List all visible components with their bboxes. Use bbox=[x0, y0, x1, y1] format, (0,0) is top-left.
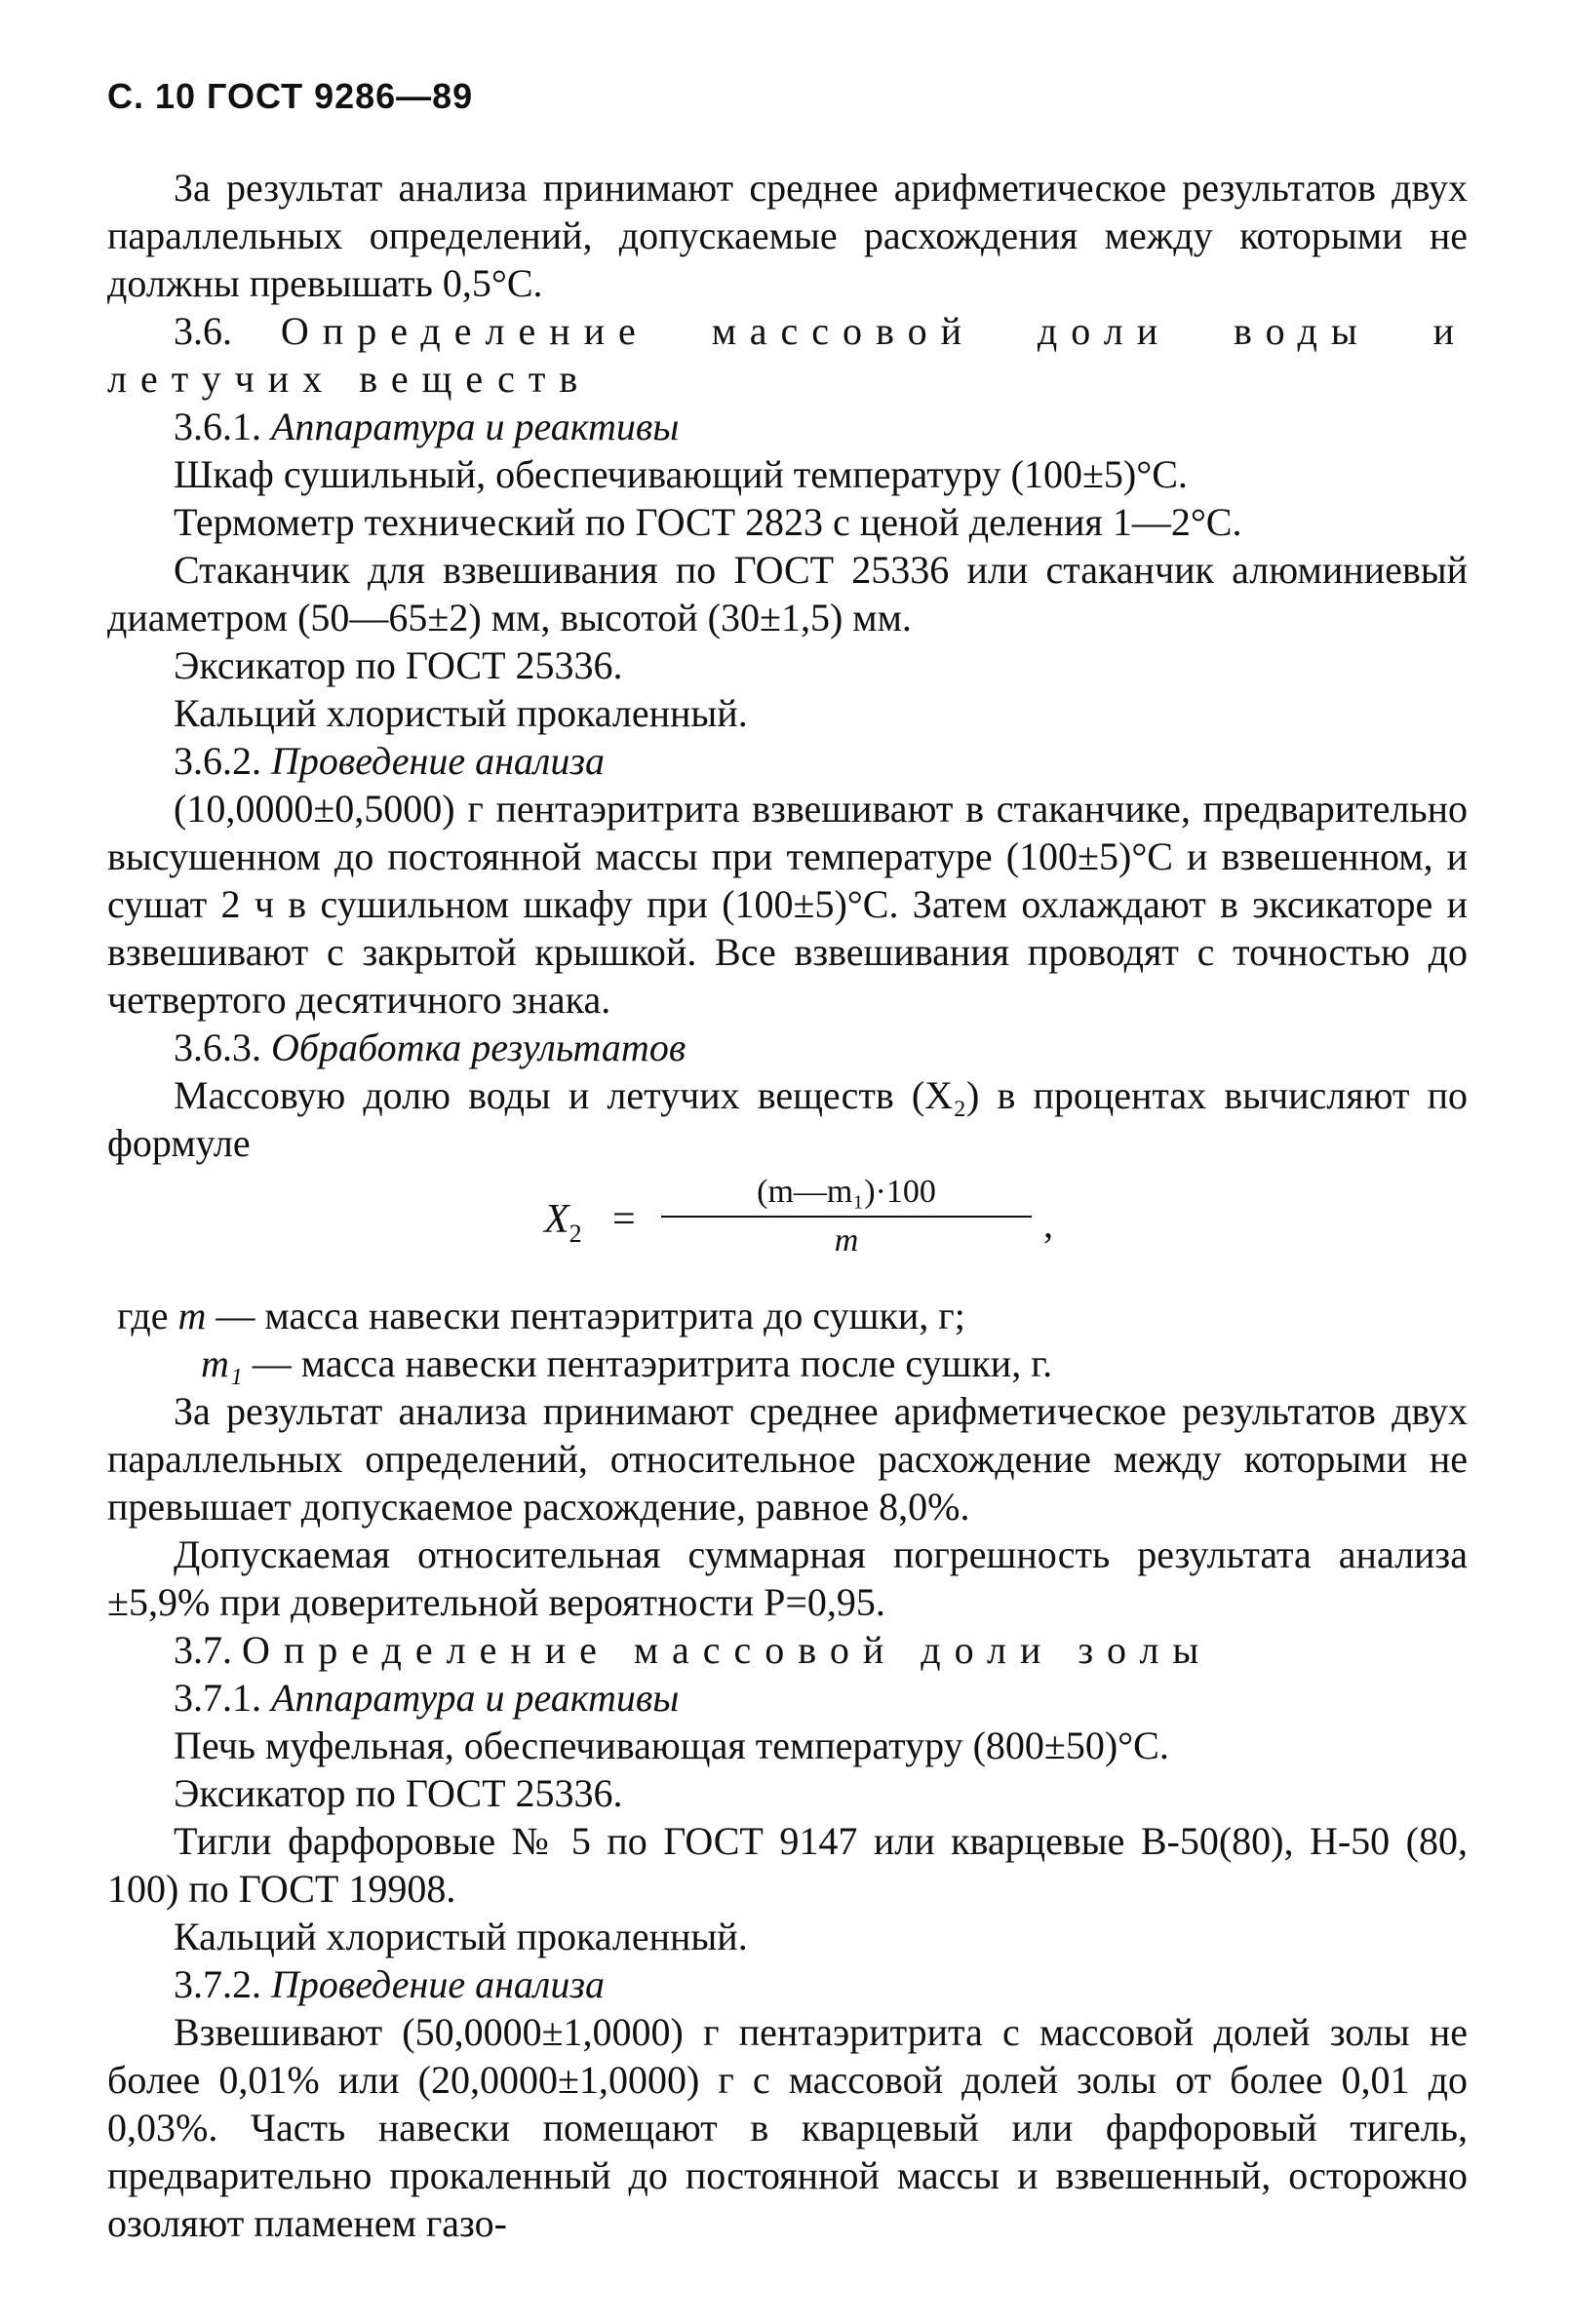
subsection-number: 3.7.1. bbox=[174, 1676, 271, 1720]
paragraph-error: Допускаемая относительная суммарная погрешность результата анализа ±5,9% при доверительной вероятности P=0,95. bbox=[107, 1532, 1468, 1624]
subsection-heading-3-7-2 bbox=[107, 1960, 1468, 2008]
subsection-number: 3.6.2. bbox=[174, 739, 271, 783]
paragraph-calcium-chloride-1: Кальций хлористый прокаленный. bbox=[174, 691, 748, 735]
document-body bbox=[107, 164, 1468, 2247]
definition-prefix: где bbox=[117, 1294, 178, 1337]
paragraph-calcium-chloride-2: Кальций хлористый прокаленный. bbox=[174, 1915, 748, 1958]
section-title: Определение массовой доли воды и летучих веществ bbox=[107, 309, 1469, 401]
formula-equals: = bbox=[612, 1197, 636, 1242]
paragraph-desiccator-1: Эксикатор по ГОСТ 25336. bbox=[174, 643, 623, 687]
subsection-title: Обработка результатов bbox=[271, 1026, 686, 1069]
subsection-title: Проведение анализа bbox=[271, 739, 605, 783]
subsection-heading-3-6-3 bbox=[107, 1024, 1468, 1071]
formula-denominator: m bbox=[834, 1222, 859, 1259]
subsection-heading-3-6-2 bbox=[107, 737, 1468, 785]
paragraph-procedure-2: Взвешивают (50,0000±1,0000) г пентаэритрита с массовой долей золы не более 0,01% или (20,0000±1,0000) г с массовой долей золы от более 0,01 до 0,03%. Часть навески помещают в кварцевый или фарфоровый тигель, предварительно прокаленный до постоянной массы и взвешенный, осторожно озоляют пламенем газо- bbox=[107, 2010, 1468, 2245]
formula-lhs bbox=[544, 1196, 582, 1248]
section-number: 3.6. bbox=[174, 309, 281, 353]
subsection-heading-3-6-1 bbox=[107, 403, 1468, 450]
formula-x2 bbox=[107, 1171, 1468, 1292]
subsection-heading-3-7-1 bbox=[107, 1674, 1468, 1722]
paragraph-thermometer: Термометр технический по ГОСТ 2823 с ценой деления 1—2°С. bbox=[174, 500, 1242, 544]
paragraph-result-2: За результат анализа принимают среднее арифметическое результатов двух параллельных определений, относительное расхождение между которыми не превышает допускаемое расхождение, равное 8,0%. bbox=[107, 1389, 1468, 1529]
formula-numerator: (m—m₁)·100 bbox=[757, 1174, 936, 1210]
section-heading-3-6 bbox=[107, 307, 1468, 403]
subsection-title: Аппаратура и реактивы bbox=[271, 1676, 680, 1720]
definition-m bbox=[107, 1292, 1468, 1339]
definition-m1 bbox=[107, 1339, 1468, 1387]
paragraph-procedure-1: (10,0000±0,5000) г пентаэритрита взвешивают в стаканчике, предварительно высушенном до постоянной массы при температуре (100±5)°С и взвешенном, и сушат 2 ч в сушильном шкафу при (100±5)°С. Затем охлаждают в эксикаторе и взвешивают с закрытой крышкой. Все взвешивания проводят с точностью до четвертого десятичного знака. bbox=[107, 787, 1468, 1022]
subsection-number: 3.7.2. bbox=[174, 1962, 271, 2006]
formula-fraction bbox=[661, 1171, 1032, 1262]
paragraph-desiccator-2: Эксикатор по ГОСТ 25336. bbox=[174, 1771, 623, 1815]
subsection-number: 3.6.1. bbox=[174, 405, 271, 448]
paragraph-drying-oven: Шкаф сушильный, обеспечивающий температуру (100±5)°С. bbox=[174, 452, 1188, 496]
formula-fraction-bar bbox=[661, 1216, 1032, 1218]
formula-trailing-comma: , bbox=[1043, 1202, 1053, 1246]
subsection-title: Проведение анализа bbox=[271, 1962, 605, 2006]
section-heading-3-7 bbox=[107, 1626, 1468, 1674]
paragraph-muffle-furnace: Печь муфельная, обеспечивающая температуру (800±50)°С. bbox=[174, 1724, 1169, 1767]
paragraph-weighing-cup: Стаканчик для взвешивания по ГОСТ 25336 или стаканчик алюминиевый диаметром (50—65±2) мм, высотой (30±1,5) мм. bbox=[107, 548, 1468, 639]
formula-lhs-var: X bbox=[544, 1197, 569, 1242]
page-header: С. 10 ГОСТ 9286—89 bbox=[107, 76, 474, 116]
section-title: Определение массовой доли золы bbox=[242, 1628, 1213, 1672]
definition-text: — масса навески пентаэритрита до сушки, г; bbox=[206, 1294, 965, 1337]
definition-text: — масса навески пентаэритрита после сушки, г. bbox=[242, 1341, 1053, 1385]
paragraph-formula-intro: Массовую долю воды и летучих веществ (X₂) в процентах вычисляют по формуле bbox=[107, 1073, 1468, 1165]
paragraph-crucibles: Тигли фарфоровые № 5 по ГОСТ 9147 или кварцевые В-50(80), Н-50 (80, 100) по ГОСТ 19908. bbox=[107, 1819, 1468, 1911]
formula-lhs-subscript: 2 bbox=[569, 1220, 582, 1248]
paragraph-result-1: За результат анализа принимают среднее арифметическое результатов двух параллельных определений, допускаемые расхождения между которыми не должны превышать 0,5°С. bbox=[107, 166, 1468, 305]
subsection-number: 3.6.3. bbox=[174, 1026, 271, 1069]
subsection-title: Аппаратура и реактивы bbox=[271, 405, 680, 448]
definition-var: m₁ bbox=[201, 1341, 243, 1385]
section-number: 3.7. bbox=[174, 1628, 242, 1672]
definition-var: m bbox=[177, 1294, 207, 1337]
